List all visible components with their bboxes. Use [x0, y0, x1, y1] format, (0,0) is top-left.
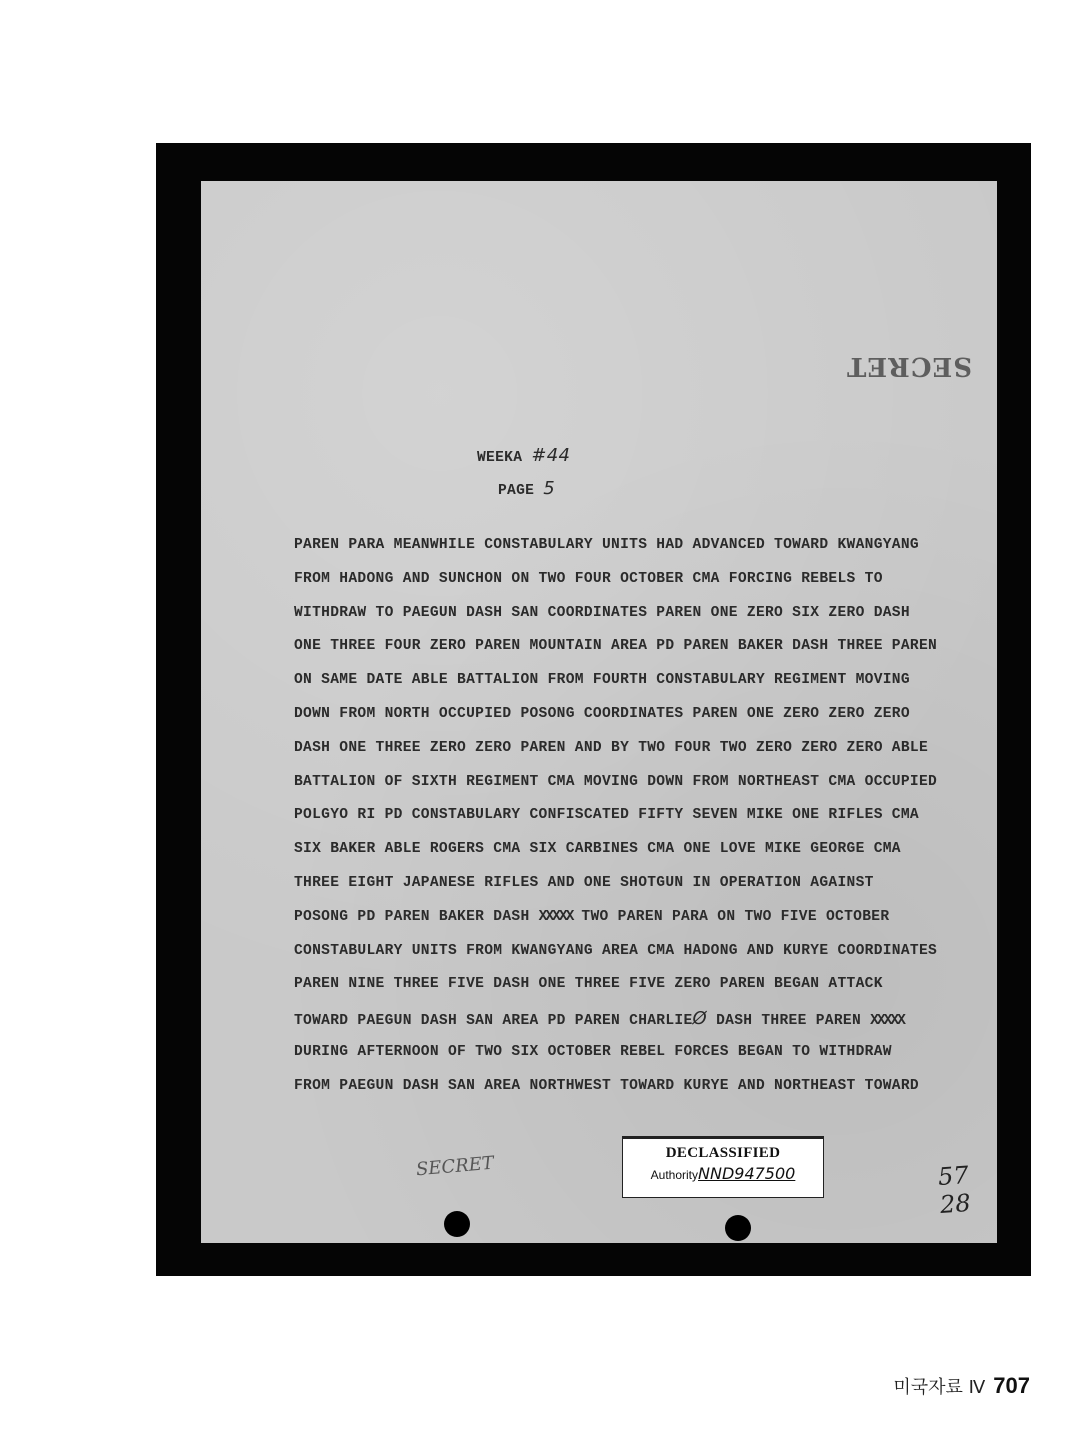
scan-frame [156, 143, 1031, 1276]
message-body [294, 529, 994, 1104]
punch-hole [444, 1211, 470, 1237]
body-line: FROM PAEGUN DASH SAN AREA NORTHWEST TOWARD KURYE AND NORTHEAST TOWARD [294, 1077, 919, 1094]
body-line: BATTALION OF SIXTH REGIMENT CMA MOVING DOWN FROM NORTHEAST CMA OCCUPIED [294, 773, 938, 790]
body-line: DURING AFTERNOON OF TWO SIX OCTOBER REBEL FORCES BEGAN TO WITHDRAW [294, 1043, 892, 1060]
authority-label: Authority [650, 1168, 698, 1182]
body-line: ON SAME DATE ABLE BATTALION FROM FOURTH CONSTABULARY REGIMENT MOVING [294, 672, 910, 689]
authority-number: NND947500 [698, 1164, 796, 1183]
body-line: PAREN PARA MEANWHILE CONSTABULARY UNITS HAD ADVANCED TOWARD KWANGYANG [294, 537, 919, 553]
body-line: PAREN NINE THREE FIVE DASH ONE THREE FIVE ZERO PAREN BEGAN ATTACK [294, 976, 883, 993]
body-line: CONSTABULARY UNITS FROM KWANGYANG AREA CMA HADONG AND KURYE COORDINATES [294, 942, 938, 959]
handwritten-initials: SECRET [415, 1152, 495, 1181]
weeka-number: #44 [531, 445, 571, 466]
handwritten-mark: Ø [692, 1008, 708, 1030]
body-line: FROM HADONG AND SUNCHON ON TWO FOUR OCTOBER CMA FORCING REBELS TO [294, 570, 883, 587]
footer-series-label: 미국자료 Ⅳ [893, 1377, 986, 1398]
page-number-handwritten: 5 [543, 478, 556, 499]
body-line: DOWN FROM NORTH OCCUPIED POSONG COORDINATES PAREN ONE ZERO ZERO ZERO [294, 705, 910, 722]
punch-hole [725, 1215, 751, 1241]
weeka-label: WEEKA [477, 450, 523, 466]
document-paper [201, 181, 997, 1243]
struck-out-text: XXXXX [538, 908, 573, 925]
struck-out-text: XXXXX [870, 1013, 904, 1030]
page-label: PAGE [498, 483, 535, 499]
body-line: POSONG PD PAREN BAKER DASH XXXXX TWO PAREN PARA ON TWO FIVE OCTOBER [294, 908, 890, 925]
body-line: DASH ONE THREE ZERO ZERO PAREN AND BY TWO FOUR TWO ZERO ZERO ZERO ABLE [294, 739, 929, 756]
page-footer [893, 1373, 1030, 1399]
body-line: ONE THREE FOUR ZERO PAREN MOUNTAIN AREA PD PAREN BAKER DASH THREE PAREN [294, 638, 938, 655]
handwritten-page-note: 57 28 [937, 1160, 972, 1219]
declassified-stamp [622, 1136, 824, 1198]
declassified-title: DECLASSIFIED [665, 1145, 781, 1161]
declassified-authority [623, 1164, 823, 1183]
body-line: SIX BAKER ABLE ROGERS CMA SIX CARBINES CMA ONE LOVE MIKE GEORGE CMA [294, 841, 901, 858]
body-line: POLGYO RI PD CONSTABULARY CONFISCATED FIFTY SEVEN MIKE ONE RIFLES CMA [294, 807, 919, 824]
page-header [498, 478, 555, 499]
body-line: WITHDRAW TO PAEGUN DASH SAN COORDINATES PAREN ONE ZERO SIX ZERO DASH [294, 604, 910, 621]
body-line: THREE EIGHT JAPANESE RIFLES AND ONE SHOTGUN IN OPERATION AGAINST [294, 874, 874, 891]
body-line: TOWARD PAEGUN DASH SAN AREA PD PAREN CHARLIEØ DASH THREE PAREN XXXXX [294, 1008, 904, 1030]
weeka-header [477, 445, 570, 466]
footer-page-number: 707 [993, 1373, 1030, 1398]
secret-stamp: SECRET [846, 351, 973, 381]
